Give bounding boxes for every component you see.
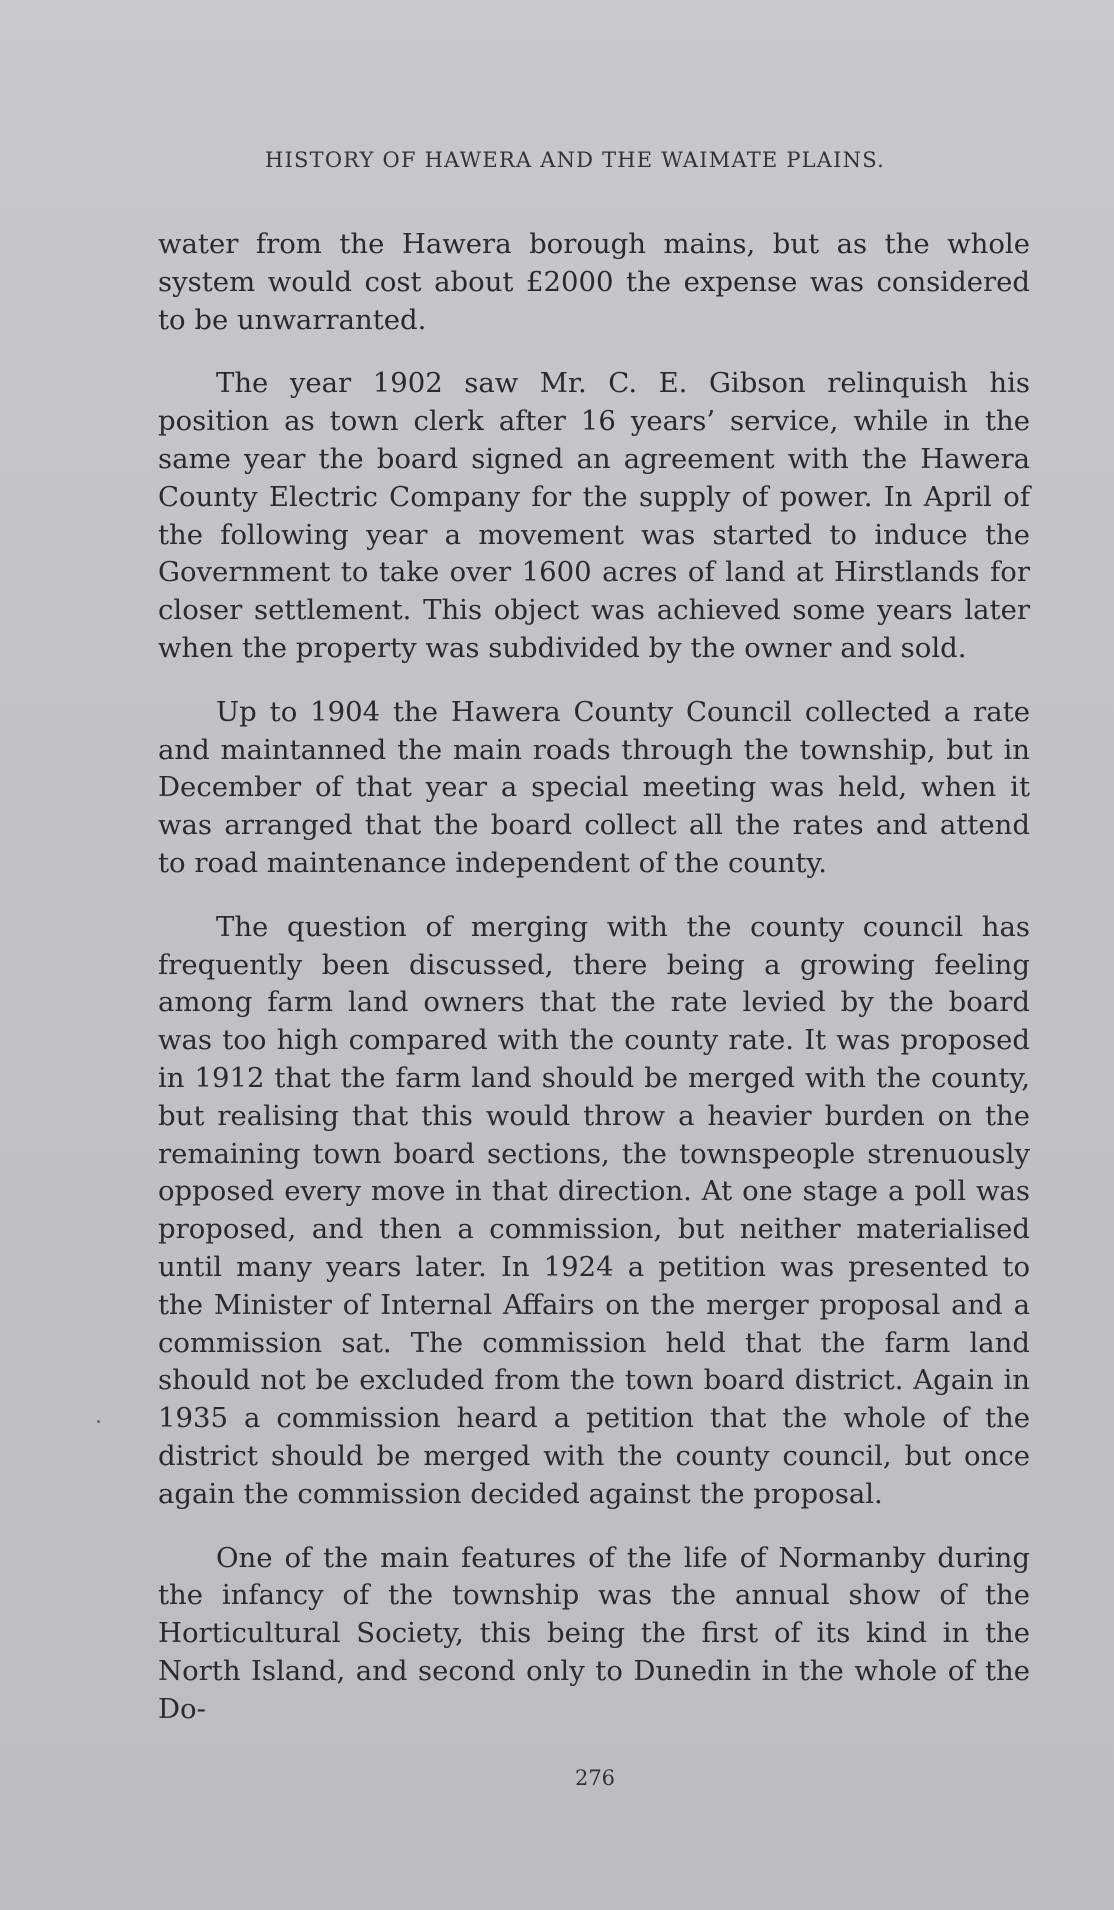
- running-header: HISTORY OF HAWERA AND THE WAIMATE PLAINS.: [265, 148, 885, 172]
- paper-speck: [97, 1420, 100, 1423]
- paragraph-county-council-rates: Up to 1904 the Hawera County Council collected a rate and maintanned the main roads through the township, but in December of that year a special meeting was held, when it was arranged that the board collect all the rates and attend to road maintenance independent of the county.: [158, 695, 1030, 879]
- paragraph-horticultural-society: One of the main features of the life of Normanby during the infancy of the township was the annual show of the Horticultural Society, this being the first of its kind in the North Island, and second only to Dunedin in the whole of the Do-: [158, 1541, 1030, 1725]
- paragraph-town-clerk: The year 1902 saw Mr. C. E. Gibson relinquish his position as town clerk after 16 years’ service, while in the same year the board signed an agreement with the Hawera County Electric Company for the supply of power. In April of the following year a movement was started to induce the Government to take over 1600 acres of land at Hirstlands for closer settlement. This object was achieved some years later when the property was subdivided by the owner and sold.: [158, 367, 1030, 664]
- body-text: [158, 226, 1030, 1754]
- paragraph-continuation: water from the Hawera borough mains, but as the whole system would cost about £2000 the expense was considered to be unwarranted.: [158, 228, 1030, 336]
- page-number: 276: [574, 1766, 616, 1790]
- paragraph-merger-question: The question of merging with the county council has frequently been discussed, there being a growing feeling among farm land owners that the rate levied by the board was too high compared with the county rate. It was proposed in 1912 that the farm land should be merged with the county, but realising that this would throw a heavier burden on the remaining town board sections, the townspeople strenuously opposed every move in that direction. At one stage a poll was proposed, and then a commission, but neither materialised until many years later. In 1924 a petition was presented to the Minister of Internal Affairs on the merger proposal and a commission sat. The commission held that the farm land should not be excluded from the town board district. Again in 1935 a commission heard a petition that the whole of the district should be merged with the county council, but once again the commission decided against the proposal.: [158, 910, 1030, 1510]
